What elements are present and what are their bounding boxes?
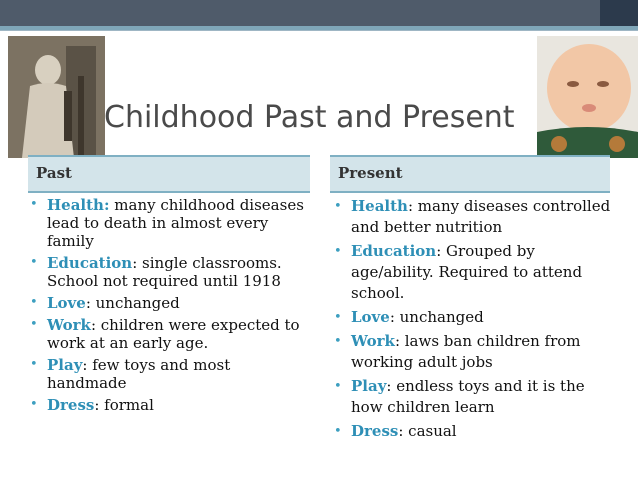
bullet-icon: • (334, 379, 342, 394)
list-item (334, 307, 616, 328)
item-text: : many diseases controlled and better nutrition (351, 197, 611, 236)
list-item (334, 241, 616, 304)
list-item (30, 396, 310, 414)
item-text: : formal (94, 396, 154, 414)
bullet-icon: • (334, 199, 342, 214)
bullet-icon: • (30, 255, 38, 270)
list-item (30, 316, 310, 352)
past-list (30, 196, 310, 418)
bullet-icon: • (30, 357, 38, 372)
bullet-icon: • (334, 310, 342, 325)
item-key: Love (351, 308, 390, 326)
item-key: Love (47, 294, 86, 312)
item-text: : few toys and most handmade (47, 356, 231, 392)
present-column-header (330, 155, 610, 193)
past-header-label: Past (36, 164, 72, 182)
list-item (30, 196, 310, 250)
list-item (30, 356, 310, 392)
list-item (334, 421, 616, 442)
bullet-icon: • (334, 334, 342, 349)
item-key: Health (351, 197, 408, 215)
item-key: Education (351, 242, 437, 260)
item-text: : casual (398, 422, 457, 440)
item-key: Health: (47, 196, 110, 214)
header-rule (0, 30, 638, 31)
item-text: many childhood diseases lead to death in almost every family (47, 196, 304, 250)
item-key: Play (47, 356, 83, 374)
bullet-icon: • (334, 424, 342, 439)
old-child-photo (8, 36, 105, 158)
item-text: : Grouped by age/ability. Required to attend school. (351, 242, 583, 302)
baby-photo (537, 36, 638, 158)
past-column-header (28, 155, 310, 193)
item-key: Play (351, 377, 387, 395)
item-text: : unchanged (85, 294, 180, 312)
bullet-icon: • (30, 197, 38, 212)
item-text: : endless toys and it is the how children learn (351, 377, 585, 416)
bullet-icon: • (334, 244, 342, 259)
top-right-block (600, 0, 638, 26)
list-item (30, 254, 310, 290)
page-title: Childhood Past and Present (104, 100, 515, 135)
item-text: : unchanged (389, 308, 484, 326)
item-text: : single classrooms. School not required until 1918 (47, 254, 282, 290)
item-text: : children were expected to work at an early age. (47, 316, 300, 352)
item-key: Work (47, 316, 91, 334)
list-item (334, 196, 616, 238)
bullet-icon: • (30, 397, 38, 412)
list-item (30, 294, 310, 312)
item-key: Dress (351, 422, 399, 440)
present-header-label: Present (338, 164, 403, 182)
list-item (334, 376, 616, 418)
list-item (334, 331, 616, 373)
item-key: Work (351, 332, 395, 350)
top-bar (0, 0, 638, 26)
item-key: Education (47, 254, 133, 272)
bullet-icon: • (30, 317, 38, 332)
item-key: Dress (47, 396, 95, 414)
item-text: : laws ban children from working adult jobs (351, 332, 581, 371)
present-list (334, 196, 616, 445)
bullet-icon: • (30, 295, 38, 310)
